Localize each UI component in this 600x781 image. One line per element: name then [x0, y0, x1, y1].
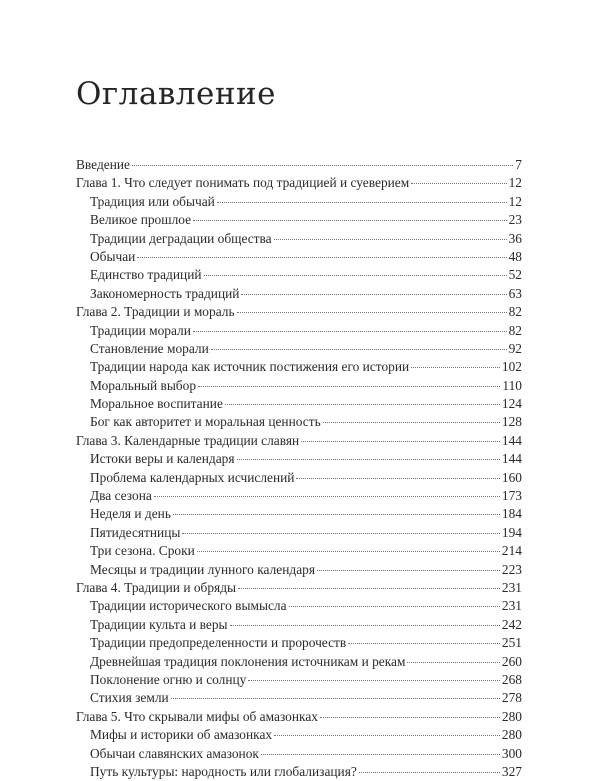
toc-page-number: 12 — [508, 175, 522, 191]
dot-leader — [301, 440, 500, 442]
dot-leader — [274, 238, 507, 240]
toc-entry-title: Путь культуры: народность или глобализация? — [90, 763, 357, 779]
toc-entry-title: Поклонение огню и солнцу — [90, 671, 247, 687]
toc-page-number: 144 — [501, 451, 522, 467]
dot-leader — [323, 421, 500, 423]
dot-leader — [411, 366, 500, 368]
toc-section-entry — [76, 524, 522, 542]
toc-section-entry — [76, 377, 522, 395]
toc-page-number: 124 — [501, 396, 522, 412]
toc-page-number: 36 — [508, 230, 522, 246]
dot-leader — [274, 734, 500, 736]
dot-leader — [197, 550, 500, 552]
toc-page-number: 260 — [501, 653, 522, 669]
toc-section-entry — [76, 542, 522, 560]
toc-entry-title: Введение — [76, 157, 130, 172]
toc-section-entry — [76, 689, 522, 707]
toc-chapter-entry — [76, 432, 522, 450]
dot-leader — [193, 330, 507, 332]
toc-section-entry — [76, 322, 522, 340]
toc-page-number: 223 — [501, 561, 522, 577]
toc-entry-title: Традиции исторического вымысла — [90, 598, 287, 614]
toc-entry-title: Глава 5. Что скрывали мифы об амазонках — [76, 708, 318, 724]
toc-entry-title: Древнейшая традиция поклонения источникам и рекам — [90, 653, 406, 669]
toc-chapter-entry — [76, 303, 522, 321]
toc-page-number: 231 — [501, 579, 522, 595]
toc-page-number: 82 — [508, 304, 522, 320]
toc-page-number: 23 — [508, 212, 522, 228]
toc-entry-title: Месяцы и традиции лунного календаря — [90, 561, 315, 577]
dot-leader — [359, 771, 500, 773]
dot-leader — [217, 201, 507, 203]
toc-entry-title: Проблема календарных исчислений — [90, 469, 295, 485]
toc-page-number: 194 — [501, 524, 522, 540]
toc-entry-title: Глава 1. Что следует понимать под традицией и суеверием — [76, 175, 410, 191]
toc-section-entry — [76, 763, 522, 781]
dot-leader — [238, 587, 500, 589]
toc-section-entry — [76, 395, 522, 413]
dot-leader — [289, 605, 500, 607]
toc-page-number: 231 — [501, 598, 522, 614]
toc-entry-title: Великое прошлое — [90, 212, 192, 228]
toc-page-number: 280 — [501, 708, 522, 724]
toc-section-entry — [76, 230, 522, 248]
toc-page-number: 160 — [501, 469, 522, 485]
toc-chapter-entry — [76, 579, 522, 597]
toc-page-number: 327 — [501, 763, 522, 779]
dot-leader — [261, 753, 500, 755]
toc-entry-title: Глава 4. Традиции и обряды — [76, 579, 237, 595]
toc-page-number: 52 — [508, 267, 522, 283]
toc-section-entry — [76, 561, 522, 579]
dot-leader — [237, 311, 507, 313]
toc-page-number: 63 — [508, 285, 522, 301]
toc-entry-title: Традиции культа и веры — [90, 616, 228, 632]
toc-entry-title: Пятидесятницы — [90, 524, 181, 540]
dot-leader — [248, 679, 500, 681]
toc-section-entry — [76, 211, 522, 229]
dot-leader — [320, 716, 500, 718]
dot-leader — [173, 513, 500, 515]
toc-section-entry — [76, 671, 522, 689]
toc-section-entry — [76, 285, 522, 303]
toc-page-number: 173 — [501, 488, 522, 504]
toc-section-entry — [76, 745, 522, 763]
toc-entry-title: Традиция или обычай — [90, 193, 215, 209]
toc-section-entry — [76, 340, 522, 358]
toc-entry-title: Бог как авторитет и моральная ценность — [90, 414, 321, 430]
toc-page-number: 214 — [501, 543, 522, 559]
toc-page-number: 48 — [508, 248, 522, 264]
toc-section-entry — [76, 726, 522, 744]
dot-leader — [154, 495, 500, 497]
toc-entry-title: Глава 3. Календарные традиции славян — [76, 432, 300, 448]
toc-section-entry — [76, 469, 522, 487]
dot-leader — [241, 293, 506, 295]
toc-entry-title: Обычаи — [90, 248, 136, 264]
toc-section-entry — [76, 413, 522, 431]
toc-entry-title: Традиции деградации общества — [90, 230, 272, 246]
toc-entry-title: Мифы и историки об амазонках — [90, 727, 273, 743]
toc-entry-title: Единство традиций — [90, 267, 202, 283]
dot-leader — [182, 532, 500, 534]
toc-entry-title: Традиции предопределенности и пророчеств — [90, 635, 347, 651]
toc-entry-title: Истоки веры и календаря — [90, 451, 235, 467]
toc-page-number: 278 — [501, 690, 522, 706]
toc-page-number: 280 — [501, 727, 522, 743]
toc-page-number: 7 — [515, 157, 522, 172]
toc-section-entry — [76, 616, 522, 634]
toc-page-number: 251 — [501, 635, 522, 651]
toc-page-number: 184 — [501, 506, 522, 522]
toc-page-number: 92 — [508, 340, 522, 356]
dot-leader — [411, 182, 506, 184]
toc-entry-title: Два сезона — [90, 488, 152, 504]
toc-entry-title: Моральное воспитание — [90, 396, 223, 412]
toc-chapter-entry — [76, 708, 522, 726]
dot-leader — [296, 477, 499, 479]
toc-page-number: 128 — [501, 414, 522, 430]
toc-entry-title: Три сезона. Сроки — [90, 543, 195, 559]
dot-leader — [132, 164, 513, 166]
toc-section-entry — [76, 248, 522, 266]
dot-leader — [137, 256, 506, 258]
toc-section-entry — [76, 266, 522, 284]
toc-entry-title: Глава 2. Традиции и мораль — [76, 304, 235, 320]
toc-section-entry — [76, 597, 522, 615]
dot-leader — [198, 385, 500, 387]
dot-leader — [204, 274, 507, 276]
toc-section-entry — [76, 634, 522, 652]
dot-leader — [230, 624, 500, 626]
dot-leader — [348, 642, 500, 644]
dot-leader — [225, 403, 500, 405]
toc-section-entry — [76, 505, 522, 523]
toc-entry-title: Неделя и день — [90, 506, 171, 522]
dot-leader — [317, 569, 500, 571]
toc-page-number: 268 — [501, 671, 522, 687]
toc-entry-title: Обычаи славянских амазонок — [90, 745, 259, 761]
toc-entry-title: Традиции морали — [90, 322, 191, 338]
toc-entry-title: Закономерность традиций — [90, 285, 240, 301]
toc-page-number: 102 — [501, 359, 522, 375]
dot-leader — [237, 458, 500, 460]
toc-page-number: 242 — [501, 616, 522, 632]
toc-entry-title: Стихия земли — [90, 690, 169, 706]
toc-section-entry — [76, 193, 522, 211]
toc-section-entry — [76, 487, 522, 505]
dot-leader — [193, 219, 507, 221]
toc-page-number: 82 — [508, 322, 522, 338]
toc-chapter-entry — [76, 174, 522, 192]
toc-chapter-entry — [76, 156, 522, 174]
dot-leader — [407, 661, 499, 663]
toc-entry-title: Традиции народа как источник постижения его истории — [90, 359, 410, 375]
dot-leader — [211, 348, 507, 350]
toc-page-number: 110 — [502, 377, 522, 393]
toc-section-entry — [76, 358, 522, 376]
toc-section-entry — [76, 653, 522, 671]
toc-entry-title: Моральный выбор — [90, 377, 197, 393]
toc-entry-title: Становление морали — [90, 340, 209, 356]
toc-page-number: 144 — [501, 432, 522, 448]
toc-section-entry — [76, 450, 522, 468]
table-of-contents — [76, 156, 522, 781]
toc-page-number: 300 — [501, 745, 522, 761]
dot-leader — [171, 697, 500, 699]
page-title: Оглавление — [76, 76, 276, 112]
toc-page-number: 12 — [508, 193, 522, 209]
